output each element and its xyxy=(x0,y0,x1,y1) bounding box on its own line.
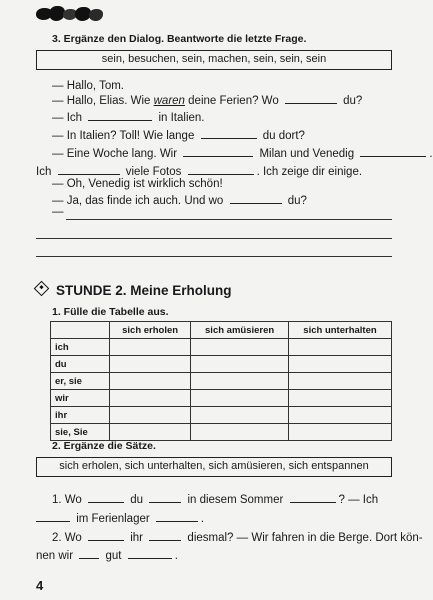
answer-blank[interactable] xyxy=(149,530,181,541)
text: du? xyxy=(343,95,363,107)
text: deine Ferien? Wo xyxy=(188,95,279,107)
answer-cell[interactable] xyxy=(288,390,391,407)
dialog-line-6 xyxy=(36,164,362,178)
dialog-line-7: — Oh, Venedig ist wirklich schön! xyxy=(52,178,223,190)
answer-cell[interactable] xyxy=(110,424,191,441)
answer-cell[interactable] xyxy=(191,407,289,424)
page-number: 4 xyxy=(36,578,44,593)
answer-cell[interactable] xyxy=(110,356,191,373)
task2-word-box xyxy=(36,457,392,477)
conjugation-table xyxy=(50,321,392,441)
answer-blank[interactable] xyxy=(88,110,152,121)
answer-cell[interactable] xyxy=(191,390,289,407)
answer-blank[interactable] xyxy=(36,511,70,522)
text: viele Fotos xyxy=(125,166,182,178)
answer-cell[interactable] xyxy=(288,424,391,441)
decorative-blobs xyxy=(36,6,108,22)
text: du dort? xyxy=(262,130,305,142)
answer-blank[interactable] xyxy=(156,511,198,522)
task3-title: 3. Ergänze den Dialog. Beantworte die letzte Frage. xyxy=(52,33,307,45)
answer-cell[interactable] xyxy=(191,339,289,356)
answer-blank[interactable] xyxy=(79,548,99,559)
task2-title: 2. Ergänze die Sätze. xyxy=(52,440,156,452)
answer-blank[interactable] xyxy=(88,530,124,541)
text: 2. Wo xyxy=(52,532,82,544)
answer-blank[interactable] xyxy=(230,193,282,204)
table-header xyxy=(51,322,110,339)
text: in diesem Sommer xyxy=(187,494,284,506)
text: im Ferienlager xyxy=(76,513,150,525)
answer-cell[interactable] xyxy=(288,407,391,424)
answer-cell[interactable] xyxy=(110,390,191,407)
text: du xyxy=(130,494,144,506)
sentence-1 xyxy=(52,492,378,506)
section-heading-text: STUNDE 2. Meine Erholung xyxy=(56,283,232,298)
dialog-line-3 xyxy=(52,110,204,124)
answer-line[interactable] xyxy=(36,256,392,257)
sentence-1-cont xyxy=(36,511,204,525)
text: ihr xyxy=(130,532,144,544)
sentence-2 xyxy=(52,530,423,544)
answer-blank[interactable] xyxy=(285,93,337,104)
text: — Ich xyxy=(52,112,83,124)
task1-title: 1. Fülle die Tabelle aus. xyxy=(52,306,169,318)
diamond-bullet-icon xyxy=(34,281,50,297)
text: ? — Ich xyxy=(338,494,379,506)
answer-line[interactable] xyxy=(36,238,392,239)
pronoun-cell: du xyxy=(51,356,110,373)
dialog-line-4 xyxy=(52,128,305,142)
answer-cell[interactable] xyxy=(288,356,391,373)
text: gut xyxy=(105,550,122,562)
answer-blank[interactable] xyxy=(188,164,254,175)
table-row xyxy=(51,424,392,441)
underlined-example: waren xyxy=(153,95,185,107)
sentence-2-cont xyxy=(36,548,178,562)
answer-cell[interactable] xyxy=(191,356,289,373)
text: — Eine Woche lang. Wir xyxy=(52,148,178,160)
answer-blank[interactable] xyxy=(183,146,253,157)
dialog-line-1: — Hallo, Tom. xyxy=(52,80,125,92)
answer-cell[interactable] xyxy=(288,373,391,390)
answer-blank[interactable] xyxy=(58,164,120,175)
text: — Ja, das finde ich auch. Und wo xyxy=(52,195,224,207)
answer-blank[interactable] xyxy=(290,492,336,503)
task3-word-box-text: sein, besuchen, sein, machen, sein, sein, sein xyxy=(101,53,327,65)
text: — In Italien? Toll! Wie lange xyxy=(52,130,195,142)
dialog-line-2 xyxy=(52,93,362,107)
answer-cell[interactable] xyxy=(110,373,191,390)
answer-cell[interactable] xyxy=(110,407,191,424)
text: 1. Wo xyxy=(52,494,82,506)
table-header: sich amüsieren xyxy=(191,322,289,339)
text: . xyxy=(174,550,178,562)
pronoun-cell: sie, Sie xyxy=(51,424,110,441)
answer-blank[interactable] xyxy=(149,492,181,503)
text: . xyxy=(429,148,433,160)
table-header: sich unterhalten xyxy=(288,322,391,339)
task3-word-box xyxy=(36,50,392,70)
pronoun-cell: ihr xyxy=(51,407,110,424)
text: diesmal? — Wir fahren in die Berge. Dort kön- xyxy=(187,532,423,544)
dialog-line-8 xyxy=(52,193,307,207)
table-row xyxy=(51,407,392,424)
dialog-line-9: — xyxy=(52,206,64,218)
answer-blank[interactable] xyxy=(201,128,257,139)
answer-blank[interactable] xyxy=(128,548,172,559)
task2-word-box-text: sich erholen, sich unterhalten, sich amüsieren, sich entspannen xyxy=(59,460,369,472)
text: . Ich zeige dir einige. xyxy=(256,166,363,178)
table-header-row xyxy=(51,322,392,339)
text: du? xyxy=(287,195,307,207)
pronoun-cell: ich xyxy=(51,339,110,356)
section-heading xyxy=(36,283,232,298)
answer-line[interactable] xyxy=(66,219,392,220)
table-header: sich erholen xyxy=(110,322,191,339)
text: nen wir xyxy=(36,550,74,562)
text: Ich xyxy=(36,166,52,178)
answer-blank[interactable] xyxy=(88,492,124,503)
table-row xyxy=(51,373,392,390)
table-row xyxy=(51,339,392,356)
dialog-line-5 xyxy=(52,146,433,160)
table-row xyxy=(51,356,392,373)
text: in Italien. xyxy=(158,112,205,124)
table-row xyxy=(51,390,392,407)
text: — Hallo, Elias. Wie xyxy=(52,95,151,107)
pronoun-cell: er, sie xyxy=(51,373,110,390)
text: . xyxy=(200,513,205,525)
answer-cell[interactable] xyxy=(110,339,191,356)
answer-cell[interactable] xyxy=(191,373,289,390)
text: Milan und Venedig xyxy=(259,148,355,160)
answer-cell[interactable] xyxy=(191,424,289,441)
answer-blank[interactable] xyxy=(360,146,426,157)
pronoun-cell: wir xyxy=(51,390,110,407)
answer-cell[interactable] xyxy=(288,339,391,356)
